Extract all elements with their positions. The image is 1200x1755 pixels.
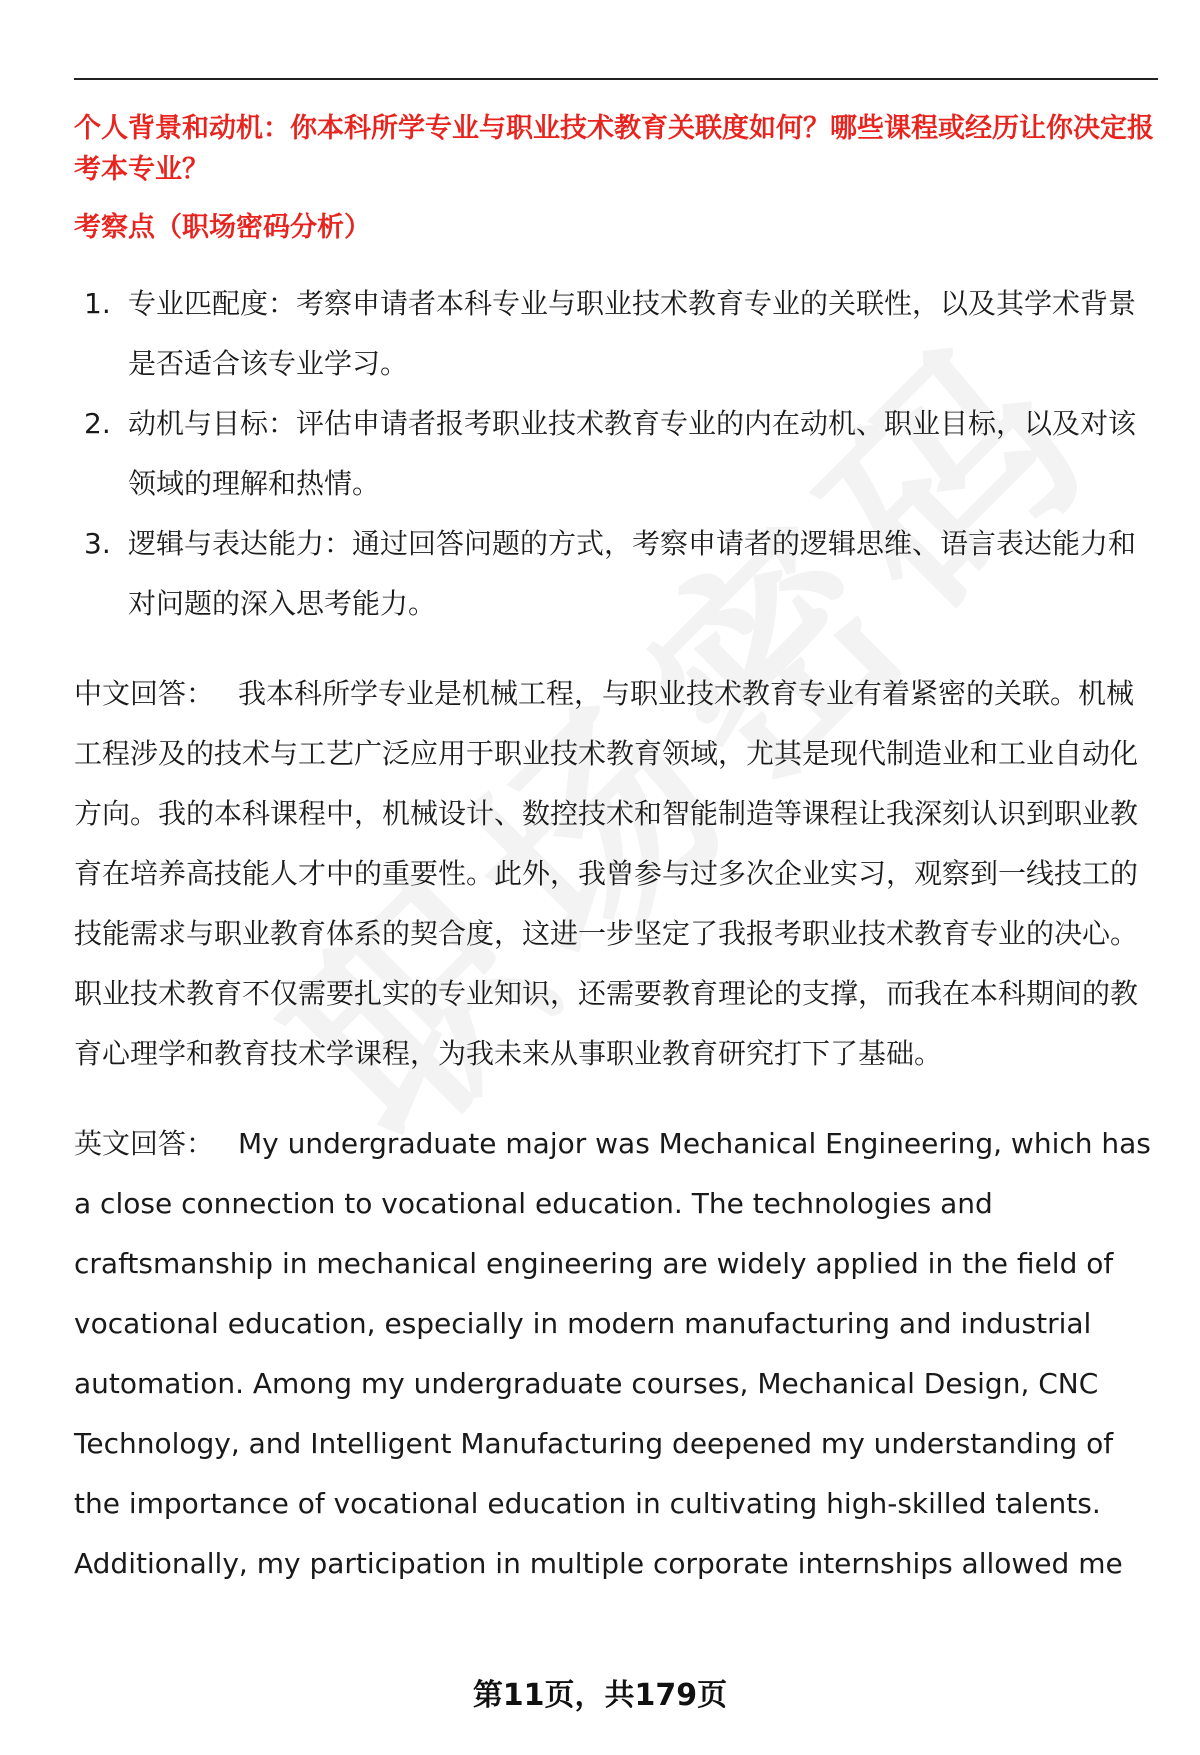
list-item-text: 逻辑与表达能力：通过回答问题的方式，考察申请者的逻辑思维、语言表达能力和对问题的深入思考能力。 bbox=[128, 527, 1137, 620]
list-item bbox=[74, 274, 1160, 394]
list-item-number: 1. bbox=[84, 287, 111, 320]
chinese-answer-paragraph bbox=[74, 664, 1160, 1084]
question-heading: 个人背景和动机：你本科所学专业与职业技术教育关联度如何？哪些课程或经历让你决定报考本专业？ bbox=[74, 113, 1154, 185]
list-item bbox=[74, 394, 1160, 514]
list-item-text: 专业匹配度：考察申请者本科专业与职业技术教育专业的关联性，以及其学术背景是否适合该专业学习。 bbox=[128, 287, 1137, 380]
page-content bbox=[74, 108, 1160, 1594]
header-rule bbox=[74, 78, 1158, 80]
list-item-number: 3. bbox=[84, 527, 111, 560]
list-item-number: 2. bbox=[84, 407, 111, 440]
list-item bbox=[74, 514, 1160, 634]
chinese-answer-text: 我本科所学专业是机械工程，与职业技术教育专业有着紧密的关联。机械工程涉及的技术与工艺广泛应用于职业技术教育领域，尤其是现代制造业和工业自动化方向。我的本科课程中，机械设计、数控技术和智能制造等课程让我深刻认识到职业教育在培养高技能人才中的重要性。此外，我曾参与过多次企业实习，观察到一线技工的技能需求与职业教育体系的契合度，这进一步坚定了我报考职业技术教育专业的决心。职业技术教育不仅需要扎实的专业知识，还需要教育理论的支撑，而我在本科期间的教育心理学和教育技术学课程，为我未来从事职业教育研究打下了基础。 bbox=[74, 677, 1139, 1070]
list-item-text: 动机与目标：评估申请者报考职业技术教育专业的内在动机、职业目标，以及对该领域的理解和热情。 bbox=[128, 407, 1137, 500]
english-answer-label: 英文回答： bbox=[74, 1127, 215, 1160]
english-answer-text: My undergraduate major was Mechanical Engineering, which has a close connection to vocational education. The technologies and craftsmanship in mechanical engineering are widely applied in the field of vocational education, especially in modern manufacturing and industrial automation. Among my undergraduate courses, Mechanical Design, CNC Technology, and Intelligent Manufacturing deepened my understanding of the importance of vocational education in cultivating high-skilled talents. Additionally, my participation in multiple corporate internships allowed me bbox=[74, 1127, 1151, 1580]
chinese-answer-label: 中文回答： bbox=[74, 677, 215, 710]
page-number-footer: 第11页，共179页 bbox=[472, 1678, 728, 1713]
assessment-points-list bbox=[74, 274, 1160, 634]
english-answer-paragraph bbox=[74, 1114, 1160, 1594]
section-title: 考察点（职场密码分析） bbox=[74, 212, 371, 243]
